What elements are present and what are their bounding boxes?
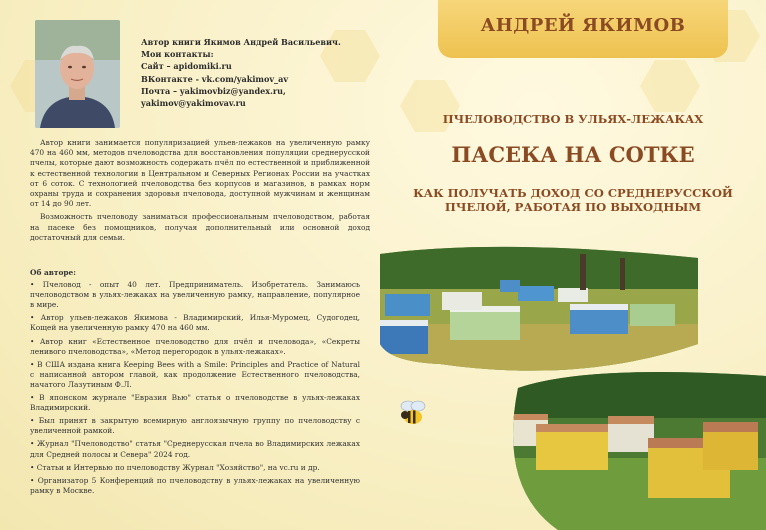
book-subtitle: ПЧЕЛОВОДСТВО В УЛЬЯХ-ЛЕЖАКАХ xyxy=(442,112,704,126)
front-cover xyxy=(380,0,766,530)
site-link[interactable]: Сайт – apidomiki.ru xyxy=(141,61,232,72)
contacts-heading: Мои контакты: xyxy=(141,49,214,60)
list-item: • Автор книг «Естественное пчеловодство для пчёл и пчеловода», «Секреты ленивого пчеловодства», «Метод перегородок в ульях-лежаках». xyxy=(30,337,360,357)
book-tagline xyxy=(390,186,756,214)
back-cover xyxy=(0,0,378,530)
email-link[interactable]: yakimov@yakimovav.ru xyxy=(141,98,246,109)
apiary-photo xyxy=(498,368,766,530)
list-item: • В США издана книга Keeping Bees with a Smile: Principles and Practice of Natural с написанной автором главой, как продолжение Естественного пчеловодства, начатого Лазутиным Ф.Л. xyxy=(30,360,360,390)
email-link[interactable]: Почта – yakimovbiz@yandex.ru, xyxy=(141,85,286,96)
tagline-line: ПЧЕЛОЙ, РАБОТАЯ ПО ВЫХОДНЫМ xyxy=(444,200,702,214)
list-item: • Организатор 5 Конференций по пчеловодству в ульях-лежаках на увеличенную рамку в Москве. xyxy=(30,476,360,496)
book-title: ПАСЕКА НА СОТКЕ xyxy=(451,142,695,167)
list-item: • Пчеловод - опыт 40 лет. Предприниматель. Изобретатель. Занимаюсь пчеловодством в ульях-лежаках на увеличенную рамку, направление, популярное в мире. xyxy=(30,280,360,310)
apiary-photo xyxy=(380,244,698,374)
achievements-list xyxy=(30,268,360,499)
author-bio xyxy=(30,138,370,246)
author-photo xyxy=(35,20,120,128)
author-line: Автор книги Якимов Андрей Васильевич. xyxy=(141,37,341,47)
list-item: • Журнал "Пчеловодство" статья "Среднерусская пчела во Владимирских лежаках для Средней полосы и Севера" 2024 год. xyxy=(30,439,360,459)
bio-paragraph: Автор книги занимается популяризацией ульев-лежаков на увеличенную рамку 470 на 460 мм, методов пчеловодства для восстановления популяции среднерусской пчелы, которые дают возможность содержать пчёл по естественной и приближенной к естественной технологии в Центральном и Северных Регионах России на участках от 6 соток. С технологией пчеловодства без корпусов и магазинов, в рамках норм охраны труда и сохранения здоровья пчеловода, доступной мужчинам и женщинам от 14 до 90 лет. xyxy=(30,138,370,209)
list-item: • Статьи и Интервью по пчеловодству Журнал "Хозяйство", на vc.ru и др. xyxy=(30,463,360,473)
list-item: • Автор ульев-лежаков Якимова - Владимирский, Илья-Муромец, Судогодец, Кощей на увеличенную рамку 470 на 460 мм. xyxy=(30,313,360,333)
bio-paragraph: Возможность пчеловоду заниматься профессиональным пчеловодством, работая на пасеке без помощников, получая дополнительный или основной доход достаточный для семьи. xyxy=(30,212,370,242)
tagline-line: КАК ПОЛУЧАТЬ ДОХОД СО СРЕДНЕРУССКОЙ xyxy=(413,186,733,200)
contacts-block xyxy=(141,36,341,109)
book-author: АНДРЕЙ ЯКИМОВ xyxy=(480,15,686,36)
list-item: • Был принят в закрытую всемирную англоязычную группу по пчеловодству с увеличенной рамкой. xyxy=(30,416,360,436)
vk-link[interactable]: ВКонтакте - vk.com/yakimov_av xyxy=(141,73,289,84)
list-item: • В японском журнале "Евразия Вью" статья о пчеловодстве в ульях-лежаках Владимирский. xyxy=(30,393,360,413)
achievements-heading: Об авторе: xyxy=(30,268,76,277)
